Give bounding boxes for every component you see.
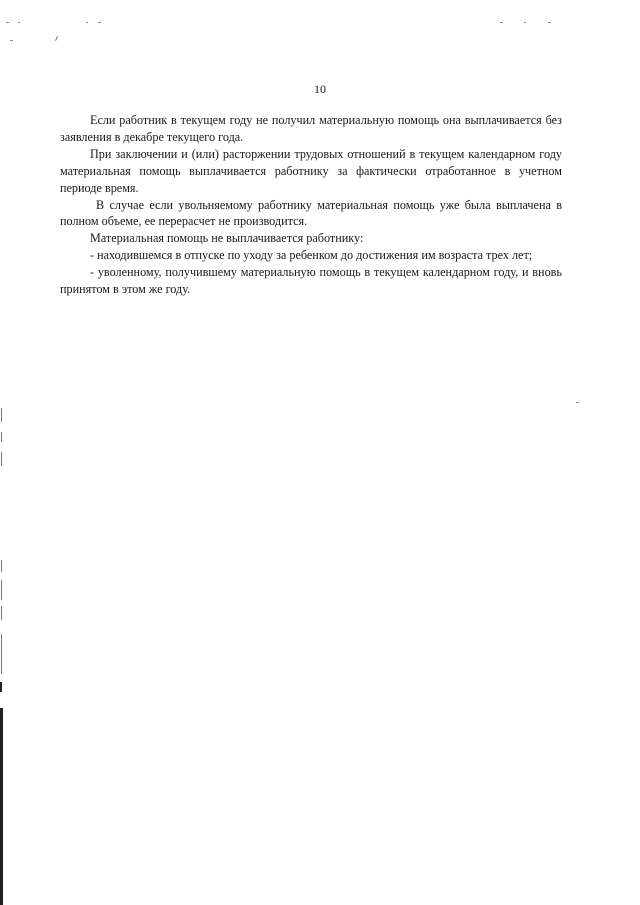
document-body bbox=[60, 112, 562, 298]
scan-artifact bbox=[1, 580, 2, 600]
scan-artifact bbox=[1, 606, 2, 620]
scan-artifact bbox=[1, 634, 2, 674]
scan-artifact bbox=[524, 22, 526, 23]
scan-artifact bbox=[576, 402, 579, 403]
scan-artifact bbox=[1, 560, 2, 572]
paragraph: При заключении и (или) расторжении трудовых отношений в текущем календарном году материальная помощь выплачивается работнику за фактически отработанное в учетном периоде время. bbox=[60, 146, 562, 195]
scan-artifact bbox=[1, 452, 2, 466]
scan-artifact bbox=[10, 40, 13, 41]
scan-edge bbox=[0, 682, 2, 692]
paragraph: Если работник в текущем году не получил материальную помощь она выплачивается без заявления в декабре текущего года. bbox=[60, 113, 562, 144]
scan-artifact bbox=[86, 22, 88, 23]
page-number: 10 bbox=[314, 82, 326, 96]
list-item: - находившемся в отпуске по уходу за ребенком до достижения им возраста трех лет; bbox=[90, 248, 533, 263]
paragraph: В случае если увольняемому работнику материальная помощь уже была выплачена в полном объеме, ее перерасчет не производится. bbox=[60, 197, 562, 229]
paragraph: Материальная помощь не выплачивается работнику: bbox=[90, 231, 364, 246]
scan-artifact bbox=[548, 22, 551, 23]
scan-artifact bbox=[500, 22, 503, 23]
scan-artifact bbox=[98, 22, 101, 23]
scan-edge bbox=[0, 708, 3, 905]
scan-artifact bbox=[18, 22, 20, 23]
scan-artifact bbox=[1, 408, 2, 422]
list-item: - уволенному, получившему материальную помощь в текущем календарном году, и вновь принятом в этом же году. bbox=[60, 265, 562, 297]
scan-artifact bbox=[6, 22, 9, 23]
scan-artifact bbox=[1, 432, 2, 442]
scan-artifact bbox=[55, 36, 58, 41]
